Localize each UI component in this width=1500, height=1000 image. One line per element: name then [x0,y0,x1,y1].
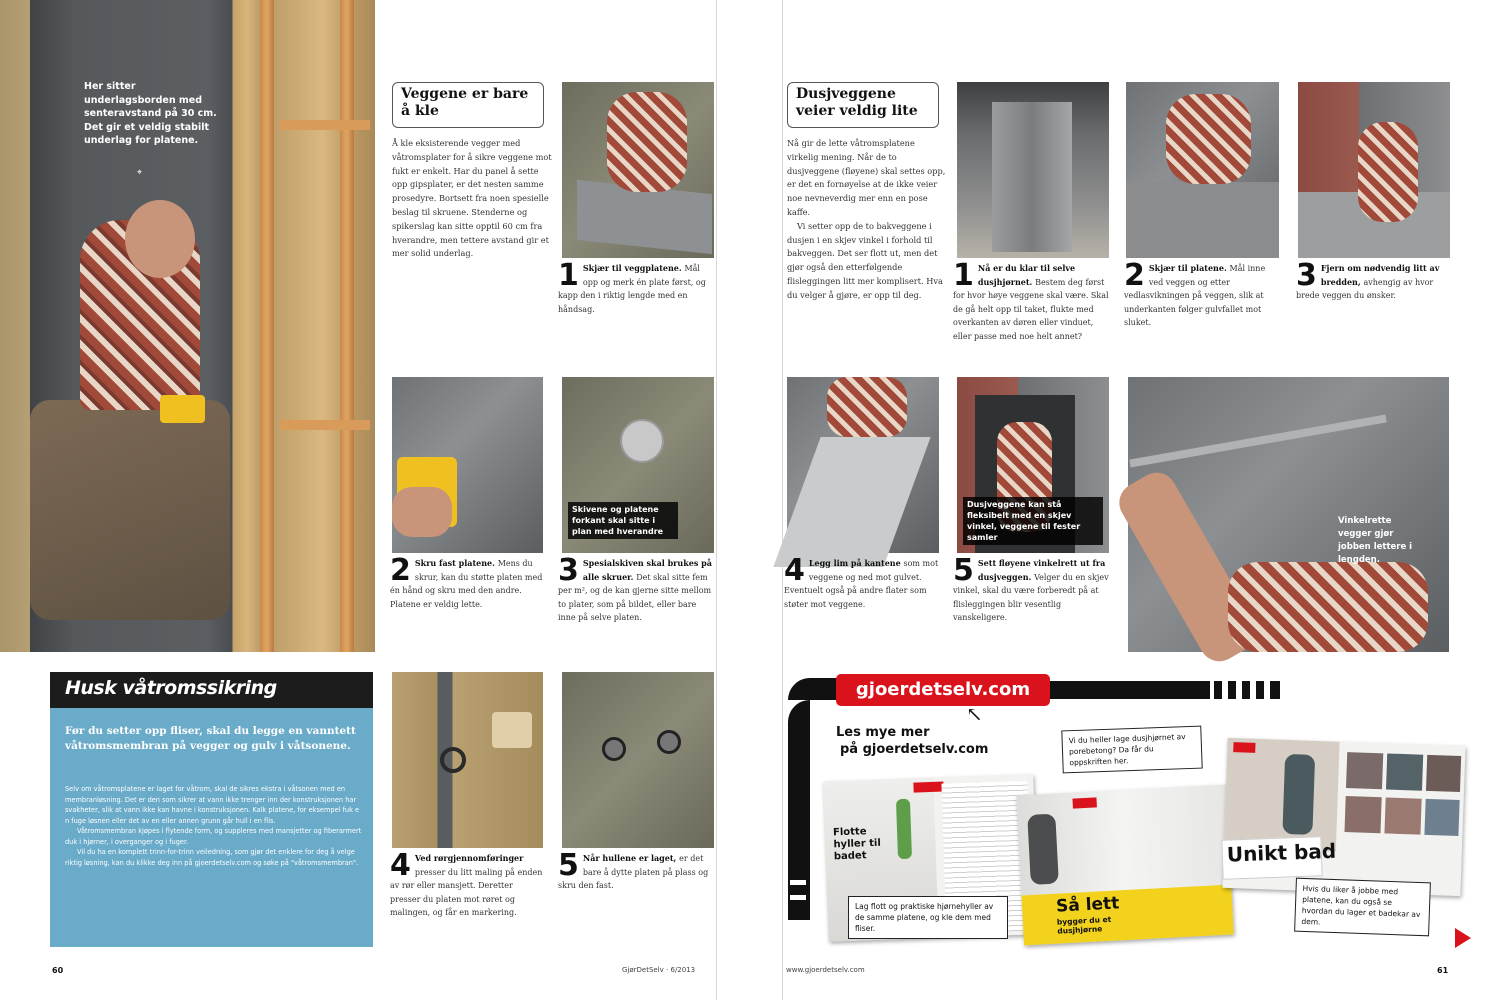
left-headline: Veggene er bare å kle [392,82,544,128]
step-text: Velger du en skjev vinkel, skal du være forberedt på at flisleggingen blir vesentlig vanskeligere. [953,572,1109,622]
photo-caption: Dusjveggene kan stå fleksibelt med en skjev vinkel, veggene til fester samler [963,497,1103,545]
step-text: Det skal sitte fem per m², og de kan gjerne sitte mellom to plater, som på bildet, eller bare inne på selve platen. [558,572,712,622]
person-legs [30,400,230,620]
magazine-title-card [1221,836,1337,879]
left-step-3 [558,553,716,625]
promo-stripe [1270,681,1280,699]
step-text: som mot veggene og ned mot gulvet. Eventuelt også på andre flater som støter mot veggene. [784,559,939,609]
stud [260,0,274,652]
promo-lead [836,724,988,758]
promo-lead-line: på gjoerdetselv.com [840,742,989,757]
magazine-headline: Unikt bad [1226,838,1337,867]
step5-photo [562,672,714,848]
magazine-thumb-2 [1016,785,1234,946]
step-title: Ved rørgjennomføringer [414,853,524,863]
r-step6-photo [1128,377,1449,652]
tip-box [50,672,373,947]
step-text: er det bare å dytte platen på plass og skru den fast. [558,854,709,890]
speech-bubble: Hvis du liker å jobbe med platene, kan du også se hvordan du lager et badekar av dem. [1294,878,1431,937]
promo-stripe [1228,681,1236,699]
speech-bubble: Lag flott og praktiske hjørnehyller av de samme platene, og kle dem med fliser. [848,896,1008,939]
step2-photo [392,377,543,553]
step-number: 2 [1124,258,1145,293]
caption-marker-icon: ⌖ [137,168,143,178]
stud [340,0,354,652]
step-text: Mål opp og merk én plate først, og kapp den i riktig lengde med en håndsag. [558,264,706,314]
right-folio-text: www.gjoerdetselv.com [786,966,865,974]
step3-photo [562,377,714,553]
step-title: Skjær til platene. [1148,263,1230,273]
step-number: 3 [558,553,579,588]
drill [160,395,205,423]
step-number: 4 [784,553,805,588]
page-number: 61 [1437,966,1449,975]
intro-paragraph: Nå gir de lette våtromsplatene virkelig mening. Når de to dusjveggene (fløyene) skal settes opp, er det en fornøyelse at de ikke veier noe nevneverdig mer enn en pose kaffe. [787,138,946,217]
magazine-subline: bygger du et dusjhjørne [1056,914,1112,936]
right-folio-number [1437,966,1448,975]
promo-stripe [1050,681,1210,699]
step-text: Mens du skrur, kan du støtte platen med én hånd og skru med den andre. Platene er veldig lette. [390,559,543,609]
left-step-2 [390,553,545,611]
tip-paragraph: Vil du ha en komplett trinn-for-trinn veiledning, som gjør det enklere for deg å velge riktig løsning, kan du klikke deg inn på gjoerdetselv.com og søke på "våtromsmembran". [65,848,359,867]
right-headline: Dusjveggene veier veldig lite [787,82,939,128]
left-step-5 [558,848,716,893]
step-title: Når hullene er laget, [582,853,680,863]
photo-caption: Skivene og platene forkant skal sitte i plan med hverandre [568,502,678,539]
promo-stripe [1214,681,1222,699]
step-number: 3 [1296,258,1317,293]
cursor-arrow-icon: ↖ [966,702,983,726]
photo-caption: Vinkelrette vegger gjør jobben lettere i lengden. [1338,516,1413,565]
right-step-1 [953,258,1111,343]
promo-stripe [1242,681,1250,699]
r-step2-photo [1126,82,1279,258]
step-title: Fjern om nødvendig litt av bredden, [1320,263,1440,287]
right-intro [787,137,947,303]
magazine-headline: Flotte hyller til badet [832,826,881,863]
promo-frame-gap [790,895,806,900]
promo-frame-gap [790,880,806,885]
spine-right [782,0,783,1000]
left-folio-number [52,966,63,975]
step-title: Sett fløyene vinkelrett ut fra dusjveggen. [977,558,1106,582]
tip-box-body [65,784,363,868]
step-text: Bestem deg først for hvor høye veggene skal være. Skal de gå helt opp til taket, flukte med overkanten av døren eller vinduet, eller passe med noe helt annet? [953,277,1109,341]
r-step1-photo [957,82,1109,258]
intro-paragraph: Vi setter opp de to bakveggene i dusjen i en skjev vinkel i forhold til bakveggen. Det ser flott ut, men det gjør også den etterfølgende flisleggingen litt mer komplisert. Hva du velger å gjøre, er opp til deg. [787,220,943,300]
step-number: 1 [953,258,974,293]
promo-lead-line: Les mye mer [836,725,930,740]
right-step-3 [1296,258,1454,303]
right-step-2 [1124,258,1282,330]
step-number: 1 [558,258,579,293]
step-number: 2 [390,553,411,588]
step4-photo [392,672,543,848]
right-step-4 [784,553,942,611]
step-number: 5 [558,848,579,883]
promo-frame-corner [788,678,838,700]
r-step3-photo [1298,82,1450,258]
page-number: 60 [52,966,64,975]
promo-frame-vertical [788,700,810,920]
promo-stripe [1256,681,1264,699]
tip-box-lead: Før du setter opp fliser, skal du legge en vanntett våtromsmembran på vegger og gulv i våtsonene. [65,725,356,752]
step-number: 4 [390,848,411,883]
step-text: avhengig av hvor brede veggen du ønsker. [1296,277,1434,300]
tip-box-title: Husk våtromssikring [65,677,277,699]
step-text: Mål inne ved veggen og etter vedlasvikningen på veggen, slik at underkanten følger gulvfallet mot sluket. [1124,264,1266,327]
next-page-arrow-icon [1455,928,1471,948]
tip-paragraph: Våtromsmembran kjøpes i flytende form, og suppleres med mansjetter og fiberarmert duk i hjørner, i overganger og i fuger. [65,827,362,846]
right-step-5 [953,553,1111,625]
step-title: Nå er du klar til selve dusjhjørnet. [977,263,1076,287]
step-title: Spesialskiven skal brukes på alle skruer. [582,558,712,582]
step-number: 5 [953,553,974,588]
r-step5-photo [957,377,1109,553]
hero-caption: Her sitter underlagsborden med senteravstand på 30 cm. Det gir et veldig stabilt underlag for platene. [84,81,217,146]
step-text: presser du litt maling på enden av rør eller mansjett. Deretter presser du platen mot røret og malingen, og får en markering. [390,867,543,917]
hero-photo [0,0,375,652]
left-intro: Å kle eksisterende vegger med våtromsplater for å sikre veggene mot fukt er enkelt. Har du panel å sette opp gipsplater, er det nesten samme prosedyre. Bortsett fra noen spesielle beslag til skruene. Stenderne og spikerslag kan sitte opptil 60 cm fra hverandre, men tettere avstand gir et mer solid underlag. [392,138,552,259]
left-step-4 [390,848,545,920]
tip-paragraph: Selv om våtromsplatene er laget for våtrom, skal de sikres ekstra i våtsonen med en membranløsning. Det er den som sikrer at vann ikke trenger inn der konstruksjonen har svakheter, slik at vann ikke kan havne i konstruksjonen. Kalk platene, for eksempel fuk e n fuge løsnen eller det av en eller annen grunn går hull i en flis. [65,785,360,825]
speech-bubble: Vi du heller lage dusjhjørnet av porebetong? Da får du oppskriften her. [1061,726,1202,774]
left-step-1 [558,258,716,316]
step-title: Legg lim på kantene [808,558,904,568]
step-title: Skru fast platene. [414,558,498,568]
step1-photo [562,82,714,258]
left-folio-text: GjørDetSelv · 6/2013 [622,966,696,974]
magazine-headline: Så lett [1055,893,1120,917]
person-head [125,200,195,278]
site-link-button[interactable]: gjoerdetselv.com [836,674,1050,706]
beam [280,120,370,130]
beam [280,420,370,430]
spine-left [716,0,717,1000]
r-step4-photo [787,377,939,553]
step-title: Skjær til veggplatene. [582,263,685,273]
